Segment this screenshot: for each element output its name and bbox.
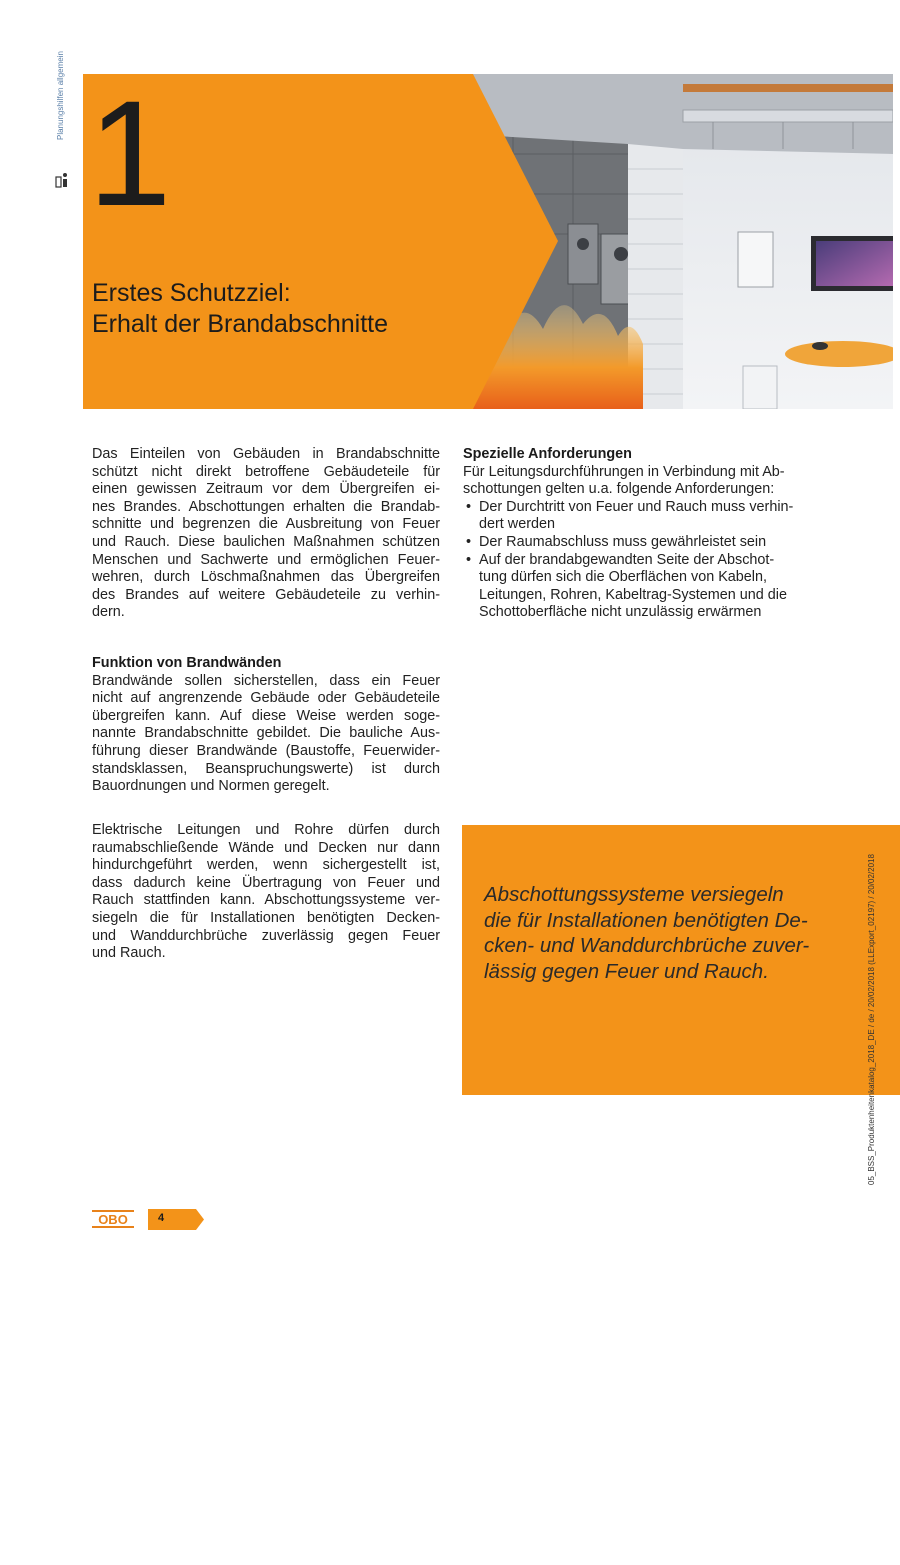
- section-heading: Spezielle Anforderungen: [463, 446, 632, 462]
- text-line: Elektrische Leitungen und Rohre dürfen durch: [92, 822, 440, 838]
- text-line: Brandwände sollen sicherstellen, dass ein Feuer: [92, 672, 440, 689]
- quote-line: cken- und Wanddurchbrüche zuver-: [484, 934, 810, 957]
- text-line: und Rauch. Diese baulichen Maßnahmen schützen: [92, 533, 440, 550]
- special-intro: [463, 464, 813, 499]
- fire-walls-section: [92, 655, 440, 796]
- text-line: schnitte und begrenzen die Ausbreitung von Feuer: [92, 516, 440, 533]
- text-line: dern.: [92, 604, 125, 621]
- text-line: des Brandes auf weitere Gebäudeteile zu verhin-: [92, 586, 440, 603]
- requirements-list: [463, 499, 813, 622]
- text-line: Bauordnungen und Normen geregelt.: [92, 778, 330, 795]
- chapter-title-line: Erhalt der Brandabschnitte: [92, 310, 389, 338]
- text-line: dass dadurch keine Übertragung von Feuer und: [92, 874, 440, 891]
- list-item: [463, 552, 813, 622]
- svg-text:OBO: OBO: [98, 1212, 128, 1227]
- text-line: nicht auf angrenzende Gebäude oder Gebäudeteile: [92, 690, 440, 707]
- text-line: führung dieser Brandwände (Baustoffe, Feuerwider-: [92, 742, 440, 759]
- text-line: dert werden: [479, 516, 555, 533]
- electrical-paragraph: [92, 822, 440, 963]
- list-item: [463, 534, 813, 552]
- list-item: [463, 499, 813, 534]
- text-line: nannte Brandabschnitte gebildet. Die bauliche Aus-: [92, 725, 440, 742]
- page-number: 4: [158, 1212, 165, 1224]
- highlight-quote: [484, 882, 829, 984]
- text-line: Schottoberfläche nicht unzulässig erwärmen: [479, 604, 762, 621]
- chapter-title: [92, 278, 388, 340]
- section-side-label: Planungshilfen allgemein: [56, 51, 65, 140]
- section-heading: Funktion von Brandwänden: [92, 655, 282, 671]
- quote-line: die für Installationen benötigten De-: [484, 908, 808, 932]
- text-line: schützt nicht direkt betroffene Gebäudeteile für: [92, 463, 440, 480]
- intro-paragraph: [92, 446, 440, 622]
- text-line: tung dürfen sich die Oberflächen von Kabeln,: [479, 569, 768, 586]
- text-line: Rauch stattfinden kann. Abschottungssysteme ver-: [92, 892, 440, 909]
- quote-line: lässig gegen Feuer und Rauch.: [484, 959, 769, 983]
- text-line: hindurchgeführt werden, wenn sichergestellt ist,: [92, 857, 440, 874]
- chapter-title-line: Erstes Schutzziel:: [92, 279, 291, 307]
- document-reference: 05_BSS_Produktenheitenkatalog_2018_DE / de / 20/02/2018 (LLExport_02197) / 20/02/2018: [867, 854, 876, 1185]
- text-line: und Wanddurchbrüche zuverlässig gegen Feuer: [92, 927, 440, 944]
- text-line: • Der Raumabschluss muss gewährleistet sein: [479, 533, 767, 550]
- text-line: wehren, durch Löschmaßnahmen das Übergreifen: [92, 569, 440, 586]
- chapter-number: 1: [88, 69, 168, 237]
- text-line: nes Brandes. Abschottungen erhalten die Brandab-: [92, 498, 440, 515]
- text-line: Für Leitungsdurchführungen in Verbindung mit Ab-: [463, 463, 785, 480]
- text-line: raumabschließende Wände und Decken nur dann: [92, 839, 440, 856]
- obo-logo: [92, 1210, 134, 1228]
- text-line: und Rauch.: [92, 945, 166, 962]
- quote-line: Abschottungssysteme versiegeln: [484, 883, 784, 906]
- text-line: standsklassen, Beanspruchungswerte) ist durch: [92, 760, 440, 777]
- text-line: Leitungen, Rohren, Kabeltrag-Systemen und die: [479, 586, 788, 603]
- chapter-hero-image: [83, 69, 893, 409]
- text-line: einen gewissen Zeitraum vor dem Übergreifen ei-: [92, 481, 440, 498]
- page-number-tab: [148, 1209, 204, 1230]
- planning-tools-icon: [55, 172, 69, 188]
- special-requirements-section: [463, 446, 813, 622]
- text-line: • Der Durchtritt von Feuer und Rauch muss verhin-: [479, 498, 794, 515]
- text-line: Menschen und Sachwerte und ermöglichen Feuer-: [92, 551, 440, 568]
- text-line: siegeln die für Installationen benötigten Decken-: [92, 909, 440, 926]
- text-line: Das Einteilen von Gebäuden in Brandabschnitte: [92, 446, 440, 462]
- text-line: • Auf der brandabgewandten Seite der Abschot-: [479, 551, 775, 568]
- text-line: schottungen gelten u.a. folgende Anforderungen:: [463, 481, 775, 498]
- fire-walls-paragraph: [92, 673, 440, 796]
- text-line: übergreifen kann. Auf diese Weise werden soge-: [92, 707, 440, 724]
